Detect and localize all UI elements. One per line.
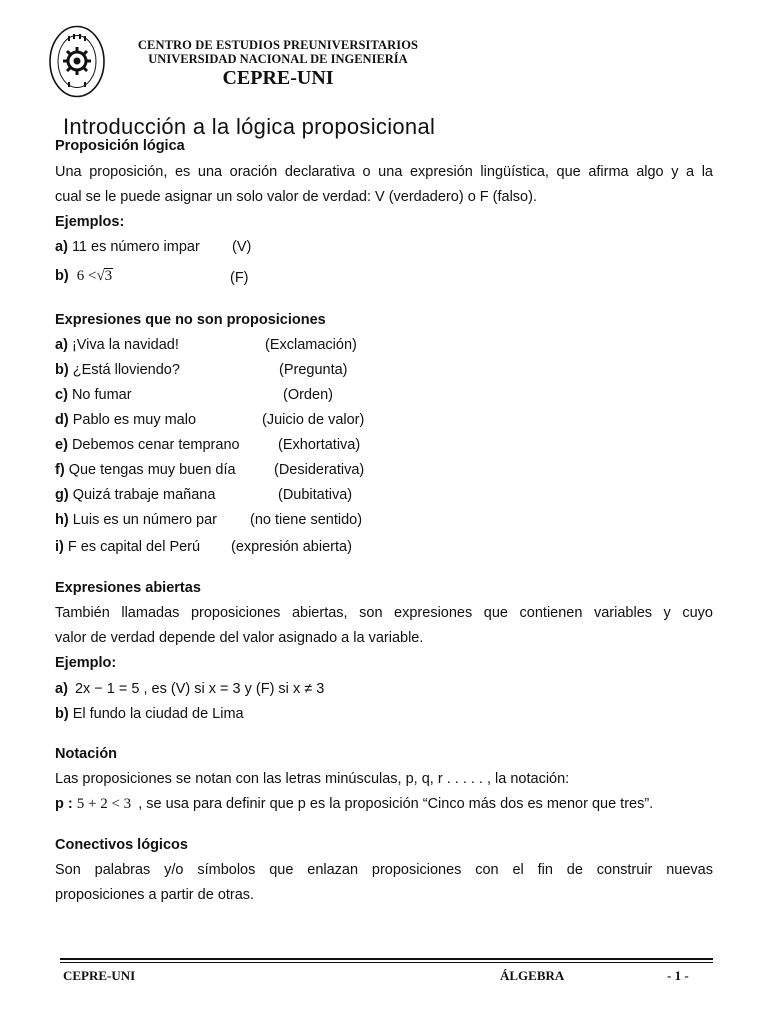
item-text: Debemos cenar temprano — [71, 437, 240, 453]
item-label: d) — [55, 412, 69, 428]
paragraph-line: Una proposición, es una oración declarativa o una expresión lingüística, que afirma algo y a la — [55, 164, 713, 180]
item-note: (Orden) — [283, 387, 333, 403]
paragraph-line: Son palabras y/o símbolos que enlazan proposiciones con el fin de construir nuevas — [55, 862, 713, 878]
footer-left: CEPRE-UNI — [63, 968, 136, 983]
item-note: (expresión abierta) — [231, 539, 352, 555]
item-note: (Exclamación) — [265, 337, 357, 353]
section-heading-no-proposiciones: Expresiones que no son proposiciones — [55, 312, 326, 328]
math-condition: x = 3 — [208, 681, 241, 697]
math-equation: 2x − 1 = 5 — [74, 681, 140, 697]
item-label: b) — [55, 362, 69, 378]
list-item — [55, 387, 132, 403]
page-number: - 1 - — [667, 968, 689, 983]
notation-line — [55, 796, 653, 813]
section-heading-notacion: Notación — [55, 746, 118, 762]
item-note: (Dubitativa) — [278, 487, 353, 503]
item-note: (Juicio de valor) — [262, 412, 365, 428]
paragraph-line: valor de verdad depende del valor asignado a la variable. — [55, 630, 424, 646]
math-inequality: 6 < — [76, 268, 97, 284]
item-label: e) — [55, 437, 68, 453]
sqrt-symbol: √ — [96, 268, 105, 284]
item-label: f) — [55, 462, 65, 478]
item-text: No fumar — [71, 387, 132, 403]
example-a — [55, 239, 200, 255]
sqrt-radicand: 3 — [104, 268, 113, 284]
proposition-label: p : — [55, 796, 73, 812]
list-item — [55, 412, 196, 428]
header-university: UNIVERSIDAD NACIONAL DE INGENIERÍA — [148, 52, 408, 66]
notation-text: , se usa para definir que p es la proposición “Cinco más dos es menor que tres”. — [138, 796, 654, 812]
section-heading-expresiones-abiertas: Expresiones abiertas — [55, 580, 201, 596]
section-heading-conectivos: Conectivos lógicos — [55, 837, 188, 853]
math-condition: x ≠ 3 — [292, 681, 325, 697]
paragraph-line: proposiciones a partir de otras. — [55, 887, 255, 903]
item-label: b) — [55, 706, 69, 722]
item-label: a) — [55, 681, 68, 697]
item-note: (Desiderativa) — [274, 462, 365, 478]
item-label: a) — [55, 337, 68, 353]
math-expression: 5 + 2 < 3 — [76, 796, 132, 812]
list-item — [55, 337, 179, 353]
paragraph-line: cual se le puede asignar un solo valor de verdad: V (verdadero) o F (falso). — [55, 189, 537, 205]
item-note: (Exhortativa) — [278, 437, 361, 453]
item-text: Pablo es muy malo — [72, 412, 197, 428]
footer-rule — [60, 958, 713, 960]
paragraph-line: Las proposiciones se notan con las letras minúsculas, p, q, r . . . . . , la notación: — [55, 771, 570, 787]
item-text: Que tengas muy buen día — [68, 462, 236, 478]
list-item — [55, 437, 240, 453]
list-item — [55, 512, 217, 528]
footer-subject: ÁLGEBRA — [500, 968, 565, 983]
item-label: h) — [55, 512, 69, 528]
truth-value: (F) — [230, 270, 249, 286]
item-label: i) — [55, 539, 64, 555]
list-item — [55, 539, 200, 555]
item-note: (Pregunta) — [279, 362, 348, 378]
header-institute: CENTRO DE ESTUDIOS PREUNIVERSITARIOS — [137, 38, 419, 52]
truth-value: (V) — [232, 239, 252, 255]
item-text: ¡Viva la navidad! — [71, 337, 179, 353]
item-text: Quizá trabaje mañana — [72, 487, 216, 503]
section-heading-proposicion: Proposición lógica — [55, 138, 185, 154]
list-item — [55, 362, 180, 378]
list-item — [55, 462, 236, 478]
item-text: 11 es número impar — [71, 239, 200, 255]
example-b — [55, 268, 113, 285]
item-note: (no tiene sentido) — [250, 512, 363, 528]
item-text: F es capital del Perú — [67, 539, 201, 555]
example-open-b — [55, 706, 244, 722]
item-label: a) — [55, 239, 68, 255]
item-text: ¿Está lloviendo? — [72, 362, 180, 378]
ejemplos-heading: Ejemplos: — [55, 214, 125, 230]
header-cepre: CEPRE-UNI — [222, 67, 334, 89]
example-text: y (F) si — [244, 681, 289, 697]
item-text: Luis es un número par — [72, 512, 217, 528]
item-label: g) — [55, 487, 69, 503]
example-text: , es (V) si — [143, 681, 205, 697]
list-item — [55, 487, 215, 503]
item-label: c) — [55, 387, 68, 403]
university-seal-logo — [48, 24, 106, 99]
ejemplo-heading: Ejemplo: — [55, 655, 117, 671]
document-title: Introducción a la lógica proposicional — [63, 114, 436, 139]
item-text: El fundo la ciudad de Lima — [72, 706, 244, 722]
footer-rule — [60, 962, 713, 963]
item-label: b) — [55, 268, 69, 284]
example-open-a — [55, 681, 324, 697]
paragraph-line: También llamadas proposiciones abiertas, son expresiones que contienen variables y cuyo — [55, 605, 713, 621]
